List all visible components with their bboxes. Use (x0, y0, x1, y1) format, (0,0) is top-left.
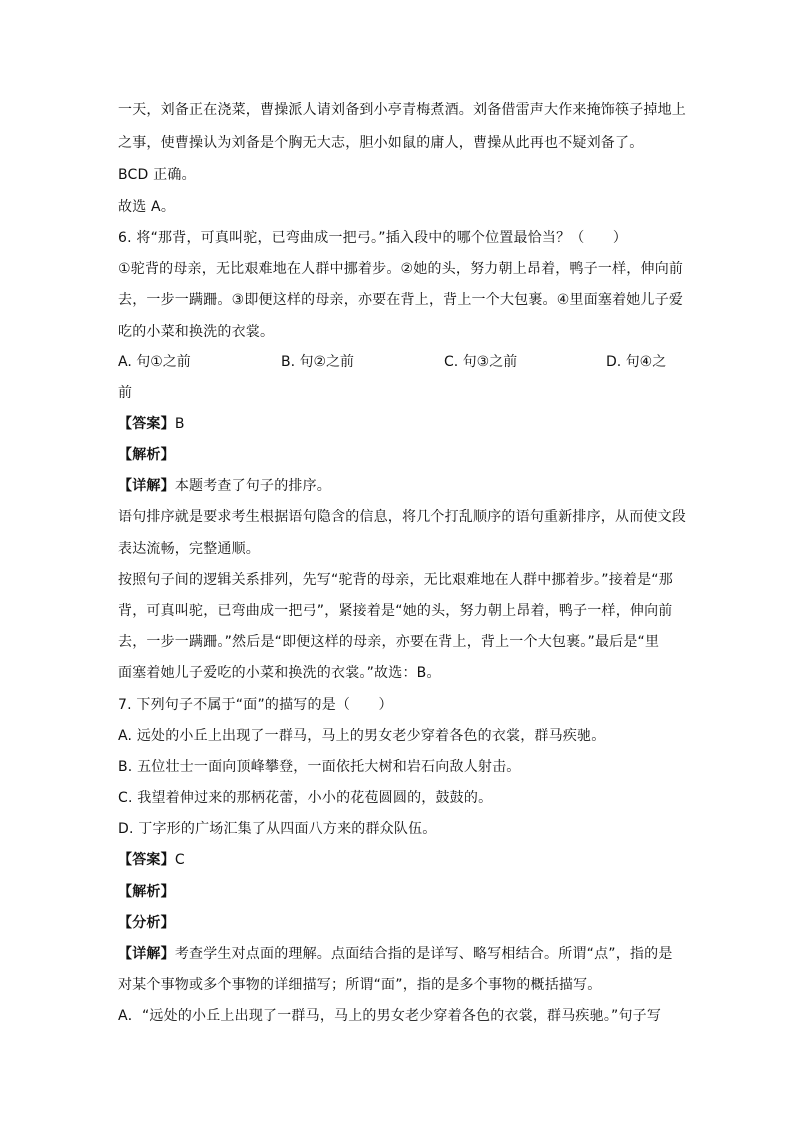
question-6-option-d-wrap: 前 (118, 385, 133, 401)
question-7-detail (118, 944, 678, 964)
question-6-answer (118, 414, 678, 434)
question-6-stem: 6. 将“那背，可真叫驼，已弯曲成一把弓。”插入段中的哪个位置最恰当？（ ） (118, 230, 628, 246)
detail-text: 考查学生对点面的理解。点面结合指的是详写、略写相结合。所谓“点”，指的是 (174, 946, 673, 962)
question-6-passage-line: 去，一步一蹒跚。③即便这样的母亲，亦要在背上，背上一个大包裹。④里面塞着她儿子爱 (118, 292, 684, 308)
question-7-detail-line: 对某个事物或多个事物的详细描写；所谓“面”，指的是多个事物的概括描写。 (118, 977, 602, 993)
question-6-detail (118, 476, 678, 496)
question-7-option-d: D. 丁字形的广场汇集了从四面八方来的群众队伍。 (118, 821, 437, 837)
question-6-option-a: A. 句①之前 (118, 354, 191, 370)
answer-value: B (174, 416, 185, 432)
detail-label: 【详解】 (118, 478, 175, 494)
question-6-passage-line: 吃的小菜和换洗的衣裳。 (118, 324, 275, 340)
question-7-option-a: A. 远处的小丘上出现了一群马，马上的男女老少穿着各色的衣裳，群马疾驰。 (118, 728, 606, 744)
question-7-stem: 7. 下列句子不属于“面”的描写的是（ ） (118, 697, 393, 713)
question-6-option-b: B. 句②之前 (281, 354, 355, 370)
text-line: 一天，刘备正在浇菜，曹操派人请刘备到小亭青梅煮酒。刘备借雷声大作来掩饰筷子掉地上 (118, 102, 686, 118)
question-6-passage-line: ①驼背的母亲，无比艰难地在人群中挪着步。②她的头，努力朝上昂着，鸭子一样，伸向前 (118, 261, 684, 277)
text-line: BCD 正确。 (118, 167, 196, 183)
question-7-option-b: B. 五位壮士一面向顶峰攀登，一面依托大树和岩石向敌人射击。 (118, 759, 521, 775)
answer-label: 【答案】 (118, 852, 175, 868)
detail-text: 本题考查了句子的排序。 (174, 478, 332, 494)
question-6-detail-line: 表达流畅，完整通顺。 (118, 541, 260, 557)
question-6-option-c: C. 句③之前 (444, 354, 518, 370)
question-6-option-d: D. 句④之 (606, 354, 667, 370)
question-6-detail-line: 去，一步一蹒跚。”然后是“即便这样的母亲，亦要在背上，背上一个大包裹。”最后是“里 (118, 634, 660, 650)
question-7-fenxi-label: 【分析】 (118, 915, 175, 931)
question-7-option-c: C. 我望着伸过来的那柄花蕾，小小的花苞圆圆的，鼓鼓的。 (118, 790, 493, 806)
question-6-detail-line: 语句排序就是要求考生根据语句隐含的信息，将几个打乱顺序的语句重新排序，从而使文段 (118, 509, 686, 525)
question-7-analysis-label: 【解析】 (118, 884, 175, 900)
detail-label: 【详解】 (118, 946, 175, 962)
question-7-detail-line: A．“远处的小丘上出现了一群马，马上的男女老少穿着各色的衣裳，群马疾驰。”句子写 (118, 1008, 662, 1024)
text-line: 故选 A。 (118, 199, 176, 215)
answer-value: C (174, 852, 185, 868)
question-6-analysis-label: 【解析】 (118, 447, 175, 463)
answer-label: 【答案】 (118, 416, 175, 432)
question-6-detail-line: 背，可真叫驼，已弯曲成一把弓”，紧接着是“她的头，努力朝上昂着，鸭子一样，伸向前 (118, 603, 673, 619)
text-line: 之事，使曹操认为刘备是个胸无大志，胆小如鼠的庸人，曹操从此再也不疑刘备了。 (118, 135, 644, 151)
question-7-answer (118, 850, 678, 870)
question-6-detail-line: 按照句子间的逻辑关系排列，先写“驼背的母亲，无比艰难地在人群中挪着步。”接着是“那 (118, 572, 673, 588)
question-6-detail-line: 面塞着她儿子爱吃的小菜和换洗的衣裳。”故选：B。 (118, 665, 441, 681)
